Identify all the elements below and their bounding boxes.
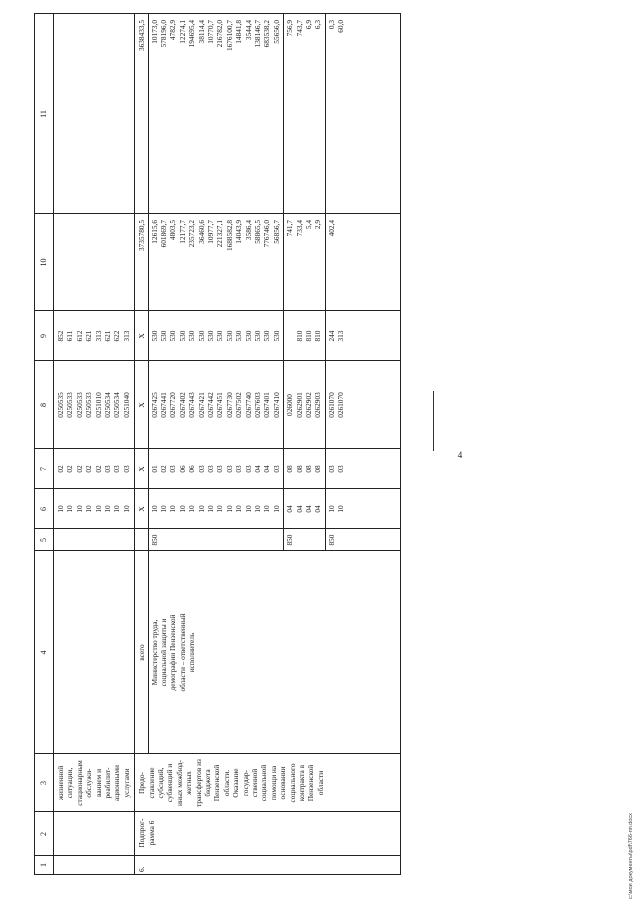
total-label: всего xyxy=(137,644,147,661)
cell-target-article: 0250533 xyxy=(84,392,94,418)
cell-value-year2: 578196,0 xyxy=(159,20,168,48)
cell-podrazdel: 08 xyxy=(285,465,295,473)
cell-podrazdel: 08 xyxy=(313,465,323,473)
cell-value-year2: 3638433,5 xyxy=(137,20,147,52)
cell-value-year1: 402,4 xyxy=(326,220,336,237)
cell-expense-type: 810 xyxy=(313,330,323,342)
cell-razdel: 04 xyxy=(313,505,323,513)
cell-value-year2: 55656,0 xyxy=(271,20,281,44)
column-number-5: 5 xyxy=(39,538,48,542)
cell-expense-type: 530 xyxy=(159,330,168,342)
cell-podrazdel: 03 xyxy=(243,465,253,473)
cell-value-year2: 138146,7 xyxy=(253,20,262,48)
cell-value-year2: 1676100,7 xyxy=(224,20,234,52)
subprogram-name-line: Предо- xyxy=(137,772,147,794)
cell-value-year1: 741,7 xyxy=(285,220,295,237)
cell-razdel: 10 xyxy=(262,505,272,513)
cell-razdel: 10 xyxy=(159,505,168,513)
subprogram-name-line: ственной xyxy=(250,768,259,798)
cell-value-year1: 12177,7 xyxy=(177,220,187,244)
cell-target-article: 0262901 xyxy=(294,392,304,418)
cell-target-article: 0267603 xyxy=(253,392,262,418)
cell-podrazdel: 04 xyxy=(253,465,262,473)
row-divider xyxy=(283,14,284,551)
cell-value-year2: 194695,4 xyxy=(187,20,197,48)
cell-value-year2: 60,0 xyxy=(336,20,346,33)
cell-value-year1: 1688582,8 xyxy=(224,220,234,252)
cell-podrazdel: 03 xyxy=(224,465,234,473)
cell-value-year2: 683538,2 xyxy=(262,20,272,48)
cell-target-article: 0250534 xyxy=(112,392,122,418)
cell-razdel: 10 xyxy=(196,505,206,513)
ministry-code: 850 xyxy=(326,534,336,546)
cell-expense-type: 621 xyxy=(84,330,94,342)
cell-razdel: 10 xyxy=(234,505,244,513)
subprogram-label: Подпрог- xyxy=(137,818,147,848)
cell-expense-type: 612 xyxy=(74,330,84,342)
cell-podrazdel: 03 xyxy=(168,465,178,473)
cell-razdel: 04 xyxy=(285,505,295,513)
cell-expense-type: 611 xyxy=(65,330,75,342)
ministry-code: 850 xyxy=(149,534,159,546)
cell-target-article: 0267443 xyxy=(187,392,197,418)
cell-target-article: 0250534 xyxy=(103,392,112,418)
subprogram-name-line: Оказание xyxy=(231,768,241,798)
cell-podrazdel: 03 xyxy=(215,465,225,473)
subprogram-name-line: бюджета xyxy=(203,769,212,797)
cell-podrazdel: 03 xyxy=(112,465,122,473)
cell-expense-type: 530 xyxy=(253,330,262,342)
cell-expense-type: 530 xyxy=(224,330,234,342)
cell-value-year1: 10977,7 xyxy=(206,220,215,244)
cell-value-year1: 36460,6 xyxy=(196,220,206,244)
cell-podrazdel: 02 xyxy=(84,465,94,473)
cell-value-year1: 12615,6 xyxy=(149,220,159,244)
cell-target-article: 0251010 xyxy=(93,392,103,418)
ministry-name-line: демографии Пензенской xyxy=(168,614,178,691)
column-number-9: 9 xyxy=(39,334,48,338)
cell-razdel: 10 xyxy=(271,505,281,513)
cell-value-year2: 756,9 xyxy=(285,20,295,37)
subprogram-name-line: социальной xyxy=(259,764,269,802)
column-number-11: 11 xyxy=(39,110,48,118)
cell-target-article: 0267502 xyxy=(234,392,244,418)
cell-target-article: 0267441 xyxy=(159,392,168,418)
cell-razdel: 10 xyxy=(74,505,84,513)
cell-expense-type: 530 xyxy=(234,330,244,342)
cell-razdel: 10 xyxy=(65,505,75,513)
cell-target-article: 0267410 xyxy=(271,392,281,418)
cell-podrazdel: 08 xyxy=(294,465,304,473)
prev-row-name-line: обслужи- xyxy=(84,768,94,798)
cell-value-year1: 14043,9 xyxy=(234,220,244,244)
cell-value-year2: 10770,7 xyxy=(206,20,215,44)
page-number: 4 xyxy=(457,449,463,460)
cell-expense-type: 530 xyxy=(262,330,272,342)
cell-expense-type: 244 xyxy=(326,330,336,342)
cell-expense-type: 530 xyxy=(196,330,206,342)
cell-podrazdel: 04 xyxy=(262,465,272,473)
subprogram-name-line: трансфертов из xyxy=(193,759,203,807)
cell-razdel: 10 xyxy=(121,505,131,513)
subprogram-name-line: основании xyxy=(278,766,288,800)
cell-expense-type: 621 xyxy=(103,330,112,342)
row-divider xyxy=(148,14,149,754)
cell-target-article: 0261070 xyxy=(326,392,336,418)
cell-value-year2: 10173,0 xyxy=(149,20,159,44)
column-number-2: 2 xyxy=(39,832,48,836)
cell-expense-type: 530 xyxy=(243,330,253,342)
cell-razdel: X xyxy=(137,506,147,512)
subprogram-name-line: жетных xyxy=(184,771,194,795)
cell-razdel: 10 xyxy=(326,505,336,513)
cell-target-article: 0267451 xyxy=(215,392,225,418)
column-number-3: 3 xyxy=(39,781,48,785)
cell-podrazdel: 03 xyxy=(271,465,281,473)
cell-razdel: 04 xyxy=(304,505,313,513)
cell-value-year2: 6,9 xyxy=(304,20,313,30)
cell-expense-type: 810 xyxy=(294,330,304,342)
column-number-1: 1 xyxy=(39,863,48,867)
subprogram-name-line: контракта в xyxy=(297,764,306,802)
subprogram-name-line: иных межбюд- xyxy=(174,760,184,806)
cell-target-article: 0267421 xyxy=(196,392,206,418)
cell-razdel: 10 xyxy=(84,505,94,513)
cell-expense-type: 810 xyxy=(304,330,313,342)
cell-value-year2: 216782,0 xyxy=(215,20,225,48)
prev-row-name-line: ационными xyxy=(112,765,122,801)
row-number: 6. xyxy=(137,866,147,872)
cell-podrazdel: 03 xyxy=(234,465,244,473)
cell-value-year1: 56856,7 xyxy=(271,220,281,244)
cell-podrazdel: X xyxy=(137,466,147,472)
column-divider xyxy=(35,550,400,551)
cell-target-article: 0250533 xyxy=(65,392,75,418)
cell-expense-type: 313 xyxy=(121,330,131,342)
cell-razdel: 04 xyxy=(294,505,304,513)
cell-podrazdel: 03 xyxy=(326,465,336,473)
cell-target-article: 0267720 xyxy=(168,392,178,418)
subprogram-name-line: Пензенской xyxy=(306,764,316,802)
subprogram-name-line: области. xyxy=(221,769,231,797)
cell-value-year1: 58865,5 xyxy=(253,220,262,244)
row-divider xyxy=(134,14,135,874)
cell-value-year2: 12274,1 xyxy=(177,20,187,44)
column-divider xyxy=(35,855,400,856)
cell-target-article: 0267401 xyxy=(262,392,272,418)
cell-target-article: 0267730 xyxy=(224,392,234,418)
cell-target-article: 0267740 xyxy=(243,392,253,418)
cell-podrazdel: 02 xyxy=(56,465,65,473)
cell-expense-type: X xyxy=(137,333,147,339)
cell-value-year1: 5,4 xyxy=(304,220,313,230)
cell-value-year2: 0,3 xyxy=(326,20,336,30)
cell-value-year1: 776746,0 xyxy=(262,220,272,248)
cell-razdel: 10 xyxy=(224,505,234,513)
cell-value-year1: 2,9 xyxy=(313,220,323,230)
column-number-8: 8 xyxy=(39,403,48,407)
cell-value-year2: 38114,4 xyxy=(196,20,206,44)
row-divider xyxy=(325,14,326,551)
cell-podrazdel: 02 xyxy=(74,465,84,473)
cell-podrazdel: 03 xyxy=(196,465,206,473)
cell-razdel: 10 xyxy=(215,505,225,513)
cell-expense-type: 530 xyxy=(177,330,187,342)
subprogram-name-line: субвенций и xyxy=(165,763,175,803)
cell-podrazdel: 02 xyxy=(93,465,103,473)
cell-value-year1: 733,4 xyxy=(294,220,304,237)
file-path-footer: c:\мои документы\pdf\766-пп.docx xyxy=(628,813,634,899)
cell-target-article: 0267425 xyxy=(149,392,159,418)
cell-target-article: 026000 xyxy=(285,394,295,416)
cell-value-year2: 743,7 xyxy=(294,20,304,37)
prev-row-name-line: реабилит- xyxy=(103,767,112,799)
cell-podrazdel: 03 xyxy=(206,465,215,473)
cell-target-article: 0250535 xyxy=(56,392,65,418)
subprogram-name-line: ставление xyxy=(146,767,156,799)
cell-podrazdel: 02 xyxy=(65,465,75,473)
cell-target-article: 0267402 xyxy=(177,392,187,418)
prev-row-name-line: ванием и xyxy=(93,769,103,797)
cell-podrazdel: 06 xyxy=(187,465,197,473)
ministry-name-line: исполнитель xyxy=(187,632,197,673)
cell-podrazdel: 01 xyxy=(149,465,159,473)
subprogram-name-line: области xyxy=(315,770,325,796)
cell-value-year1: 235723,2 xyxy=(187,220,197,248)
budget-table xyxy=(34,13,401,875)
cell-razdel: 10 xyxy=(253,505,262,513)
cell-razdel: 10 xyxy=(336,505,346,513)
prev-row-name-line: ситуации, xyxy=(65,767,75,799)
subprogram-label: рамма 6 xyxy=(146,820,156,846)
cell-target-article: 0261070 xyxy=(336,392,346,418)
ministry-name-line: Министерство труда, xyxy=(149,619,159,686)
subprogram-name-line: социального xyxy=(287,763,297,803)
cell-razdel: 10 xyxy=(243,505,253,513)
ministry-code: 850 xyxy=(285,534,295,546)
subprogram-name-line: помощи на xyxy=(268,765,278,801)
cell-razdel: 10 xyxy=(206,505,215,513)
cell-razdel: 10 xyxy=(168,505,178,513)
subprogram-name-line: Пензенской xyxy=(212,764,222,802)
cell-value-year2: 14841,8 xyxy=(234,20,244,44)
cell-podrazdel: 08 xyxy=(304,465,313,473)
cell-podrazdel: 03 xyxy=(103,465,112,473)
cell-value-year1: 3586,4 xyxy=(243,220,253,241)
cell-podrazdel: 06 xyxy=(177,465,187,473)
cell-value-year2: 3544,4 xyxy=(243,20,253,41)
cell-expense-type: 530 xyxy=(149,330,159,342)
ministry-name-line: социальной защиты и xyxy=(159,618,168,687)
cell-target-article: 0251040 xyxy=(121,392,131,418)
cell-target-article: 0262902 xyxy=(304,392,313,418)
cell-expense-type: 852 xyxy=(56,330,65,342)
cell-expense-type: 530 xyxy=(271,330,281,342)
cell-razdel: 10 xyxy=(93,505,103,513)
cell-value-year1: 4803,5 xyxy=(168,220,178,241)
cell-razdel: 10 xyxy=(149,505,159,513)
cell-target-article: 0262903 xyxy=(313,392,323,418)
cell-expense-type: 530 xyxy=(206,330,215,342)
cell-expense-type: 530 xyxy=(168,330,178,342)
cell-value-year1: 3735780,5 xyxy=(137,220,147,252)
cell-expense-type: 530 xyxy=(187,330,197,342)
cell-expense-type: 313 xyxy=(93,330,103,342)
column-number-7: 7 xyxy=(39,467,48,471)
column-number-4: 4 xyxy=(39,650,48,655)
cell-podrazdel: 03 xyxy=(121,465,131,473)
column-number-10: 10 xyxy=(39,258,48,267)
cell-expense-type: 622 xyxy=(112,330,122,342)
cell-razdel: 10 xyxy=(103,505,112,513)
cell-value-year2: 6,3 xyxy=(313,20,323,30)
cell-value-year1: 601869,7 xyxy=(159,220,168,248)
cell-expense-type: 530 xyxy=(215,330,225,342)
prev-row-name-line: жизненной xyxy=(56,765,65,801)
cell-razdel: 10 xyxy=(177,505,187,513)
cell-razdel: 10 xyxy=(187,505,197,513)
cell-target-article: 0250533 xyxy=(74,392,84,418)
cell-expense-type: 313 xyxy=(336,330,346,342)
separator-line xyxy=(433,391,434,451)
cell-value-year1: 221327,1 xyxy=(215,220,225,248)
cell-value-year2: 4782,9 xyxy=(168,20,178,41)
cell-podrazdel: 03 xyxy=(336,465,346,473)
prev-row-name-line: стационарным xyxy=(74,760,84,806)
cell-razdel: 10 xyxy=(112,505,122,513)
column-number-6: 6 xyxy=(39,507,48,511)
cell-razdel: 10 xyxy=(56,505,65,513)
subprogram-name-line: государ- xyxy=(240,770,250,797)
cell-target-article: 0267442 xyxy=(206,392,215,418)
subprogram-name-line: субсидий, xyxy=(156,767,165,799)
cell-target-article: X xyxy=(137,402,147,408)
cell-podrazdel: 02 xyxy=(159,465,168,473)
ministry-name-line: области – ответственный xyxy=(177,613,187,692)
prev-row-name-line: услугами xyxy=(121,768,131,798)
